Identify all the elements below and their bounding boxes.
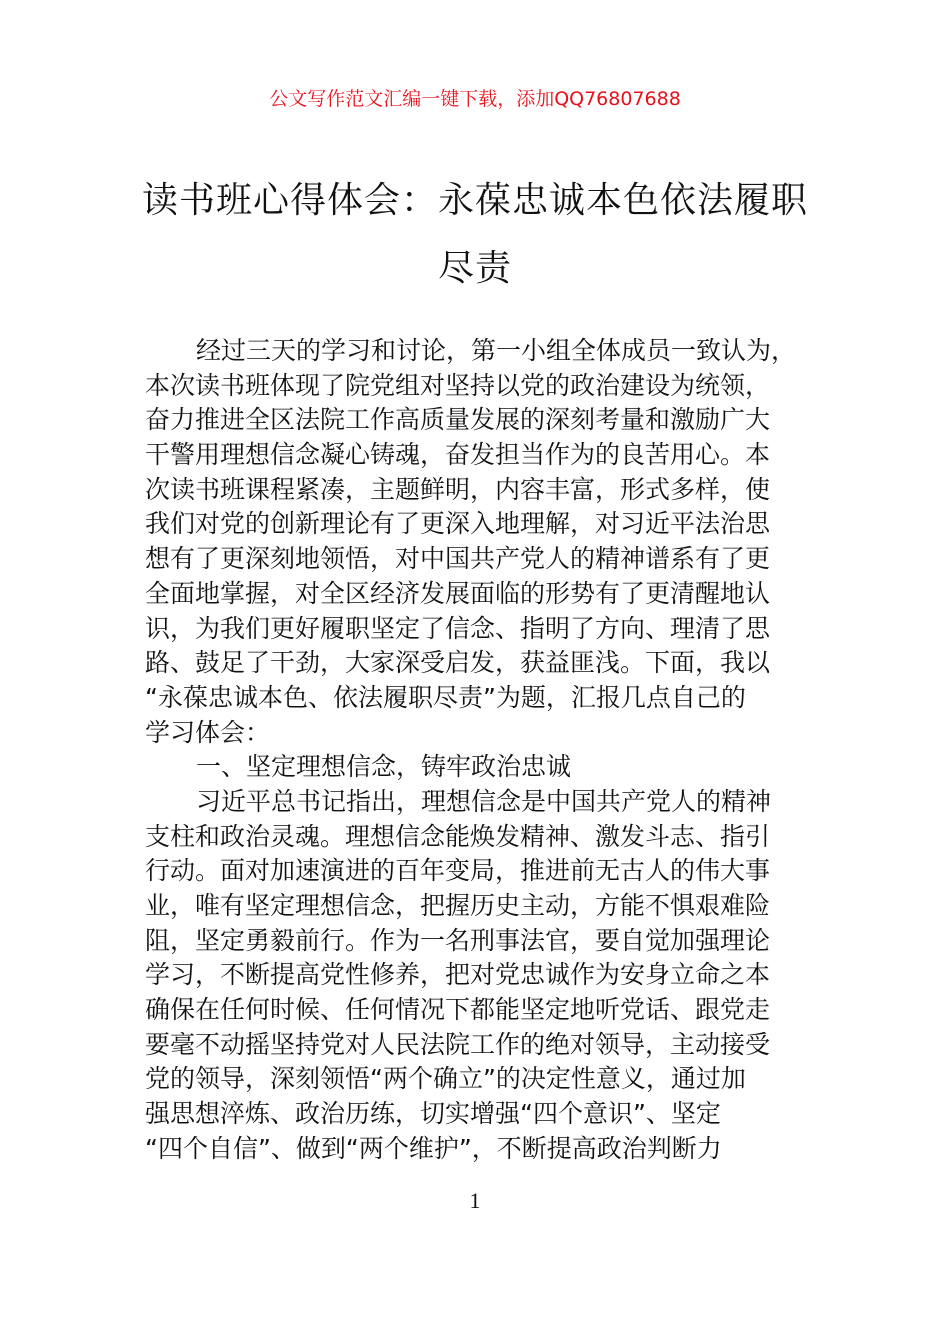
text-line: “永葆忠诚本色、依法履职尽责”为题，汇报几点自己的 — [145, 682, 746, 712]
text-line: 想有了更深刻地领悟，对中国共产党人的精神谱系有了更 — [145, 544, 771, 574]
text-line: 干警用理想信念凝心铸魂，奋发担当作为的良苦用心。本 — [145, 440, 771, 470]
text-line: 支柱和政治灵魂。理想信念能焕发精神、激发斗志、指引 — [145, 821, 771, 851]
text-line: 学习，不断提高党性修养，把对党忠诚作为安身立命之本 — [145, 960, 771, 990]
document-title-line-1: 读书班心得体会：永葆忠诚本色依法履职 — [141, 180, 808, 221]
text-line: 全面地掌握，对全区经济发展面临的形势有了更清醒地认 — [145, 578, 771, 608]
text-line: 学习体会： — [145, 717, 271, 747]
page-number: 1 — [469, 1188, 481, 1213]
text-line: 党的领导，深刻领悟“两个确立”的决定性意义，通过加 — [145, 1064, 746, 1094]
document-body — [145, 334, 835, 1167]
text-line: 奋力推进全区法院工作高质量发展的深刻考量和激励广大 — [145, 405, 771, 435]
text-line: 阻，坚定勇毅前行。作为一名刑事法官，要自觉加强理论 — [145, 925, 771, 955]
text-line: 习近平总书记指出，理想信念是中国共产党人的精神 — [196, 786, 772, 816]
text-line: 业，唯有坚定理想信念，把握历史主动，方能不惧艰难险 — [145, 891, 771, 920]
text-line: 确保在任何时候、任何情况下都能坚定地听党话、跟党走 — [145, 995, 771, 1025]
document-title-line-2: 尽责 — [437, 248, 512, 289]
text-line: 强思想淬炼、政治历练，切实增强“四个意识”、坚定 — [145, 1099, 721, 1129]
text-line: 次读书班课程紧凑，主题鲜明，内容丰富，形式多样，使 — [145, 474, 771, 504]
text-line: 经过三天的学习和讨论，第一小组全体成员一致认为， — [196, 336, 797, 365]
promo-header: 公文写作范文汇编一键下载，添加QQ76807688 — [269, 88, 681, 110]
section-heading: 一、坚定理想信念，铸牢政治忠诚 — [196, 752, 572, 782]
text-line: 行动。面对加速演进的百年变局，推进前无古人的伟大事 — [145, 856, 771, 886]
text-line: “四个自信”、做到“两个维护”，不断提高政治判断力 — [145, 1133, 722, 1163]
text-line: 我们对党的创新理论有了更深入地理解，对习近平法治思 — [145, 509, 771, 539]
text-line: 识，为我们更好履职坚定了信念、指明了方向、理清了思 — [145, 613, 771, 643]
text-line: 本次读书班体现了院党组对坚持以党的政治建设为统领， — [145, 370, 771, 400]
text-line: 要毫不动摇坚持党对人民法院工作的绝对领导，主动接受 — [145, 1029, 771, 1059]
text-line: 路、鼓足了干劲，大家深受启发，获益匪浅。下面，我以 — [145, 648, 771, 678]
